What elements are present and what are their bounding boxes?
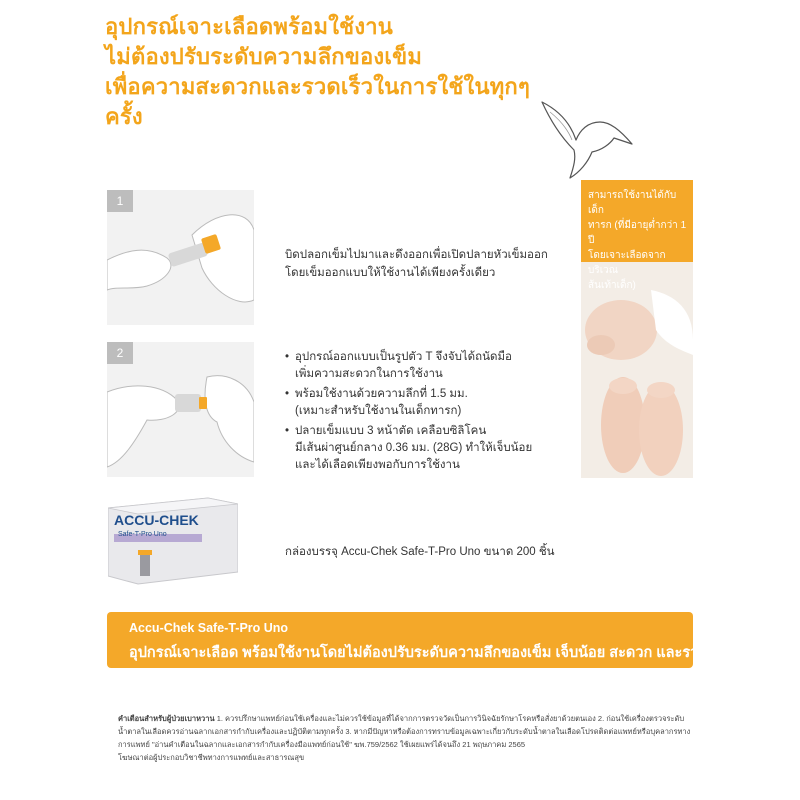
infant-use-card <box>581 180 693 478</box>
product-caption: กล่องบรรจุ Accu-Chek Safe-T-Pro Uno ขนาด 200 ชิ้น <box>285 546 555 558</box>
headline-line-3: เพื่อความสะดวกและรวดเร็วในการใช้ในทุกๆครั้ง <box>105 74 530 129</box>
disclaimer-label: คำเตือนสำหรับผู้ป่วยเบาหวาน <box>118 714 215 723</box>
infant-line-3: โดยเจาะเลือดจากบริเวณ <box>588 250 666 276</box>
headline-line-1: อุปกรณ์เจาะเลือดพร้อมใช้งาน <box>105 14 394 39</box>
disclaimer-line-3: การแพทย์ "อ่านคำเตือนในฉลากและเอกสารกำกับเครื่องมือแพทย์ก่อนใช้" ฆพ.759/2562 ใช้เผยแพร่ได้จนถึง 21 พฤษภาคม 2565 <box>118 740 526 749</box>
product-model: Safe-T-Pro Uno <box>118 531 167 538</box>
step-2-badge: 2 <box>107 342 133 364</box>
disclaimer-line-4: โฆษณาต่อผู้ประกอบวิชาชีพทางการแพทย์และสาธารณสุข <box>118 753 305 762</box>
disclaimer-line-2: น้ำตาลในเลือดควรอ่านฉลากเอกสารกำกับเครื่องและปฏิบัติตามทุกครั้ง 3. หากมีปัญหาหรือต้องการทราบข้อมูลเฉพาะเกี่ยวกับระดับน้ำตาลในเลือดโปรดติดต่อแพทย์หรือบุคลากรทาง <box>118 727 691 736</box>
step-2-bullets <box>285 349 532 477</box>
disclaimer-text-1: 1. ควรปรึกษาแพทย์ก่อนใช้เครื่องและไม่ควรใช้ข้อมูลที่ได้จากการตรวจวัดเป็นการวินิจฉัยรักษาโรคหรือสั่งยาด้วยตนเอง 2. ก่อนใช้เครื่องตรวจระดับ <box>216 714 685 723</box>
infant-line-2: ทารก (ที่มีอายุต่ำกว่า 1 ปี <box>588 220 687 246</box>
product-box-image <box>108 490 238 585</box>
bullet-3-line-2: มีเส้นผ่าศูนย์กลาง 0.36 มม. (28G) ทำให้เจ็บน้อย <box>295 442 533 454</box>
infant-line-4: ส้นเท้าเด็ก) <box>588 280 636 291</box>
step-1-text <box>285 246 548 282</box>
product-banner <box>107 612 729 668</box>
bullet-3-line-1: • ปลายเข็มแบบ 3 หน้าตัด เคลือบซิลิโคน <box>295 425 487 437</box>
product-brand: ACCU-CHEK <box>114 512 199 528</box>
step-2-photo <box>107 342 254 477</box>
step-1-line-2: โดยเข็มออกแบบให้ใช้งานได้เพียงครั้งเดียว <box>285 267 496 279</box>
bullet-1-line-1: • อุปกรณ์ออกแบบเป็นรูปตัว T จึงจับได้ถนัดมือ <box>295 351 512 363</box>
infant-use-text <box>588 188 688 293</box>
bullet-2-line-1: • พร้อมใช้งานด้วยความลึกที่ 1.5 มม. <box>295 388 468 400</box>
product-box-graphic <box>108 490 238 585</box>
infant-line-1: สามารถใช้งานได้กับเด็ก <box>588 190 677 216</box>
step-1-line-1: บิดปลอกเข็มไปมาและดึงออกเพื่อเปิดปลายหัวเข็มออก <box>285 249 548 261</box>
headline <box>105 12 565 132</box>
disclaimer <box>118 712 703 764</box>
infant-use-card-header <box>581 180 693 291</box>
bullet-item <box>285 386 532 420</box>
bullet-3-line-3: และได้เลือดเพียงพอกับการใช้งาน <box>295 459 460 471</box>
hummingbird-illustration <box>540 100 635 180</box>
headline-line-2: ไม่ต้องปรับระดับความลึกของเข็ม <box>105 44 423 69</box>
disclaimer-line-1 <box>118 712 703 725</box>
bullet-item <box>285 349 532 383</box>
step-1-badge: 1 <box>107 190 133 212</box>
banner-subtitle: อุปกรณ์เจาะเลือด พร้อมใช้งานโดยไม่ต้องปรับระดับความลึกของเข็ม เจ็บน้อย สะดวก และรวดเร็ว <box>129 645 729 661</box>
banner-title: Accu-Chek Safe-T-Pro Uno <box>129 621 289 635</box>
bullet-item <box>285 423 532 474</box>
bullet-1-line-2: เพิ่มความสะดวกในการใช้งาน <box>295 368 443 380</box>
step-1-photo <box>107 190 254 325</box>
bullet-2-line-2: (เหมาะสำหรับใช้งานในเด็กทารก) <box>295 405 462 417</box>
